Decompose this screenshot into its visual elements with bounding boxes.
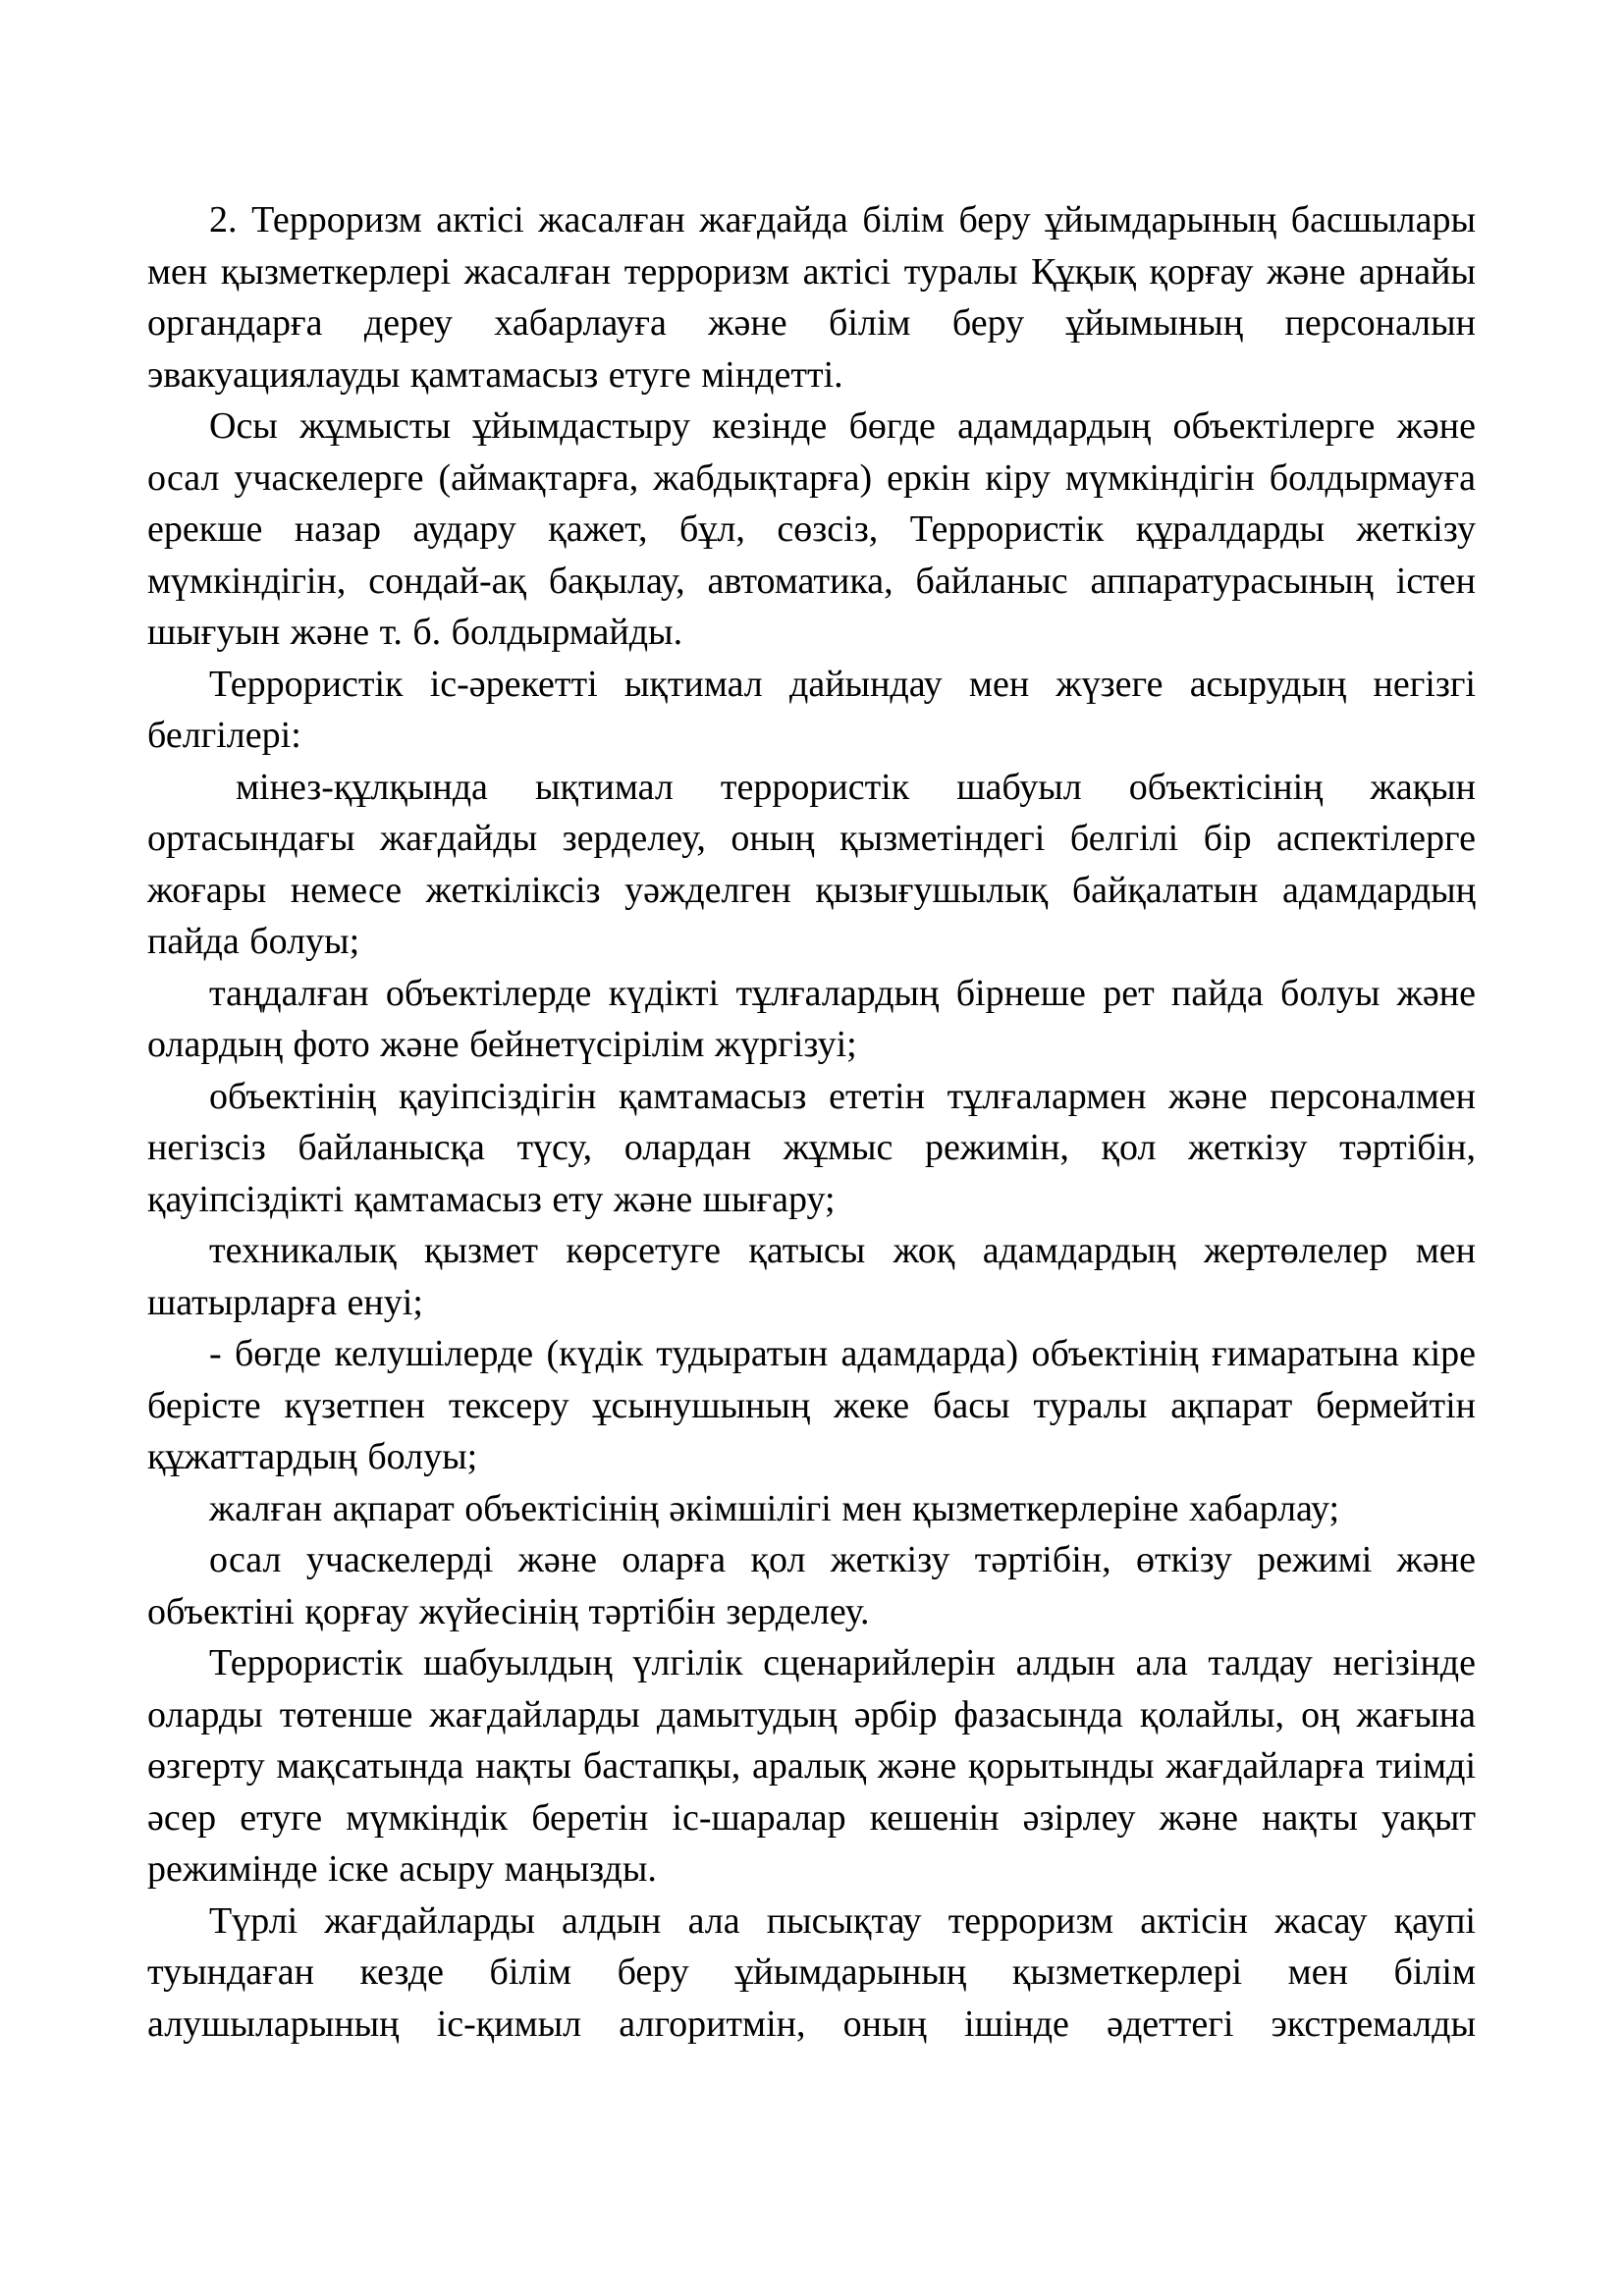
paragraph: 2. Терроризм актісі жасалған жағдайда білім беру ұйымдарының басшылары мен қызметкерлері жасалған терроризм актісі туралы Құқық қорғау және арнайы органдарға дереу хабарлауға және білім беру ұйымының персоналын эвакуациялауды қамтамасыз етуге міндетті. bbox=[147, 199, 1476, 396]
paragraph: жалған ақпарат объектісінің әкімшілігі мен қызметкерлеріне хабарлау; bbox=[209, 1487, 1340, 1529]
paragraph: - бөгде келушілерде (күдік тудыратын адамдарда) объектінің ғимаратына кіре берісте күзетпен тексеру ұсынушының жеке басы туралы ақпарат бермейтін құжаттардың болуы; bbox=[147, 1333, 1476, 1477]
paragraph: таңдалған объектілерде күдікті тұлғалардың бірнеше рет пайда болуы және олардың фото және бейнетүсірілім жүргізуі; bbox=[147, 972, 1476, 1065]
paragraph: осал учаскелерді және оларға қол жеткізу тәртібін, өткізу режимі және объектіні қорғау жүйесінің тәртібін зерделеу. bbox=[147, 1539, 1476, 1632]
paragraph: Осы жұмысты ұйымдастыру кезінде бөгде адамдардың объектілерге және осал учаскелерге (аймақтарға, жабдықтарға) еркін кіру мүмкіндігін болдырмауға ерекше назар аудару қажет, бұл, сөзсіз, Террористік құралдарды жеткізу мүмкіндігін, сондай-ақ бақылау, автоматика, байланыс аппаратурасының істен шығуын және т. б. болдырмайды. bbox=[147, 405, 1476, 653]
paragraph: Түрлі жағдайларды алдын ала пысықтау терроризм актісін жасау қаупі туындаған кезде білім беру ұйымдарының қызметкерлері мен білім алушыларының іс-қимыл алгоритмін, оның ішінде әдеттегі экстремалды bbox=[147, 1899, 1476, 2045]
paragraph: Террористік іс-әрекетті ықтимал дайындау мен жүзеге асырудың негізгі белгілері: bbox=[147, 663, 1476, 756]
paragraph: Террористік шабуылдың үлгілік сценарийлерін алдын ала талдау негізінде оларды төтенше жағдайларды дамытудың әрбір фазасында қолайлы, оң жағына өзгерту мақсатында нақты бастапқы, аралық және қорытынды жағдайларға тиімді әсер етуге мүмкіндік беретін іс-шаралар кешенін әзірлеу және нақты уақыт режимінде іске асыру маңызды. bbox=[147, 1642, 1476, 1890]
paragraph: техникалық қызмет көрсетуге қатысы жоқ адамдардың жертөлелер мен шатырларға енуі; bbox=[147, 1230, 1476, 1323]
paragraph: мінез-құлқында ықтимал террористік шабуыл объектісінің жақын ортасындағы жағдайды зерделеу, оның қызметіндегі белгілі бір аспектілерге жоғары немесе жеткіліксіз уәжделген қызығушылық байқалатын адамдардың пайда болуы; bbox=[147, 766, 1476, 962]
paragraph: объектінің қауіпсіздігін қамтамасыз ететін тұлғалармен және персоналмен негізсіз байланысқа түсу, олардан жұмыс режимін, қол жеткізу тәртібін, қауіпсіздікті қамтамасыз ету және шығару; bbox=[147, 1075, 1476, 1220]
